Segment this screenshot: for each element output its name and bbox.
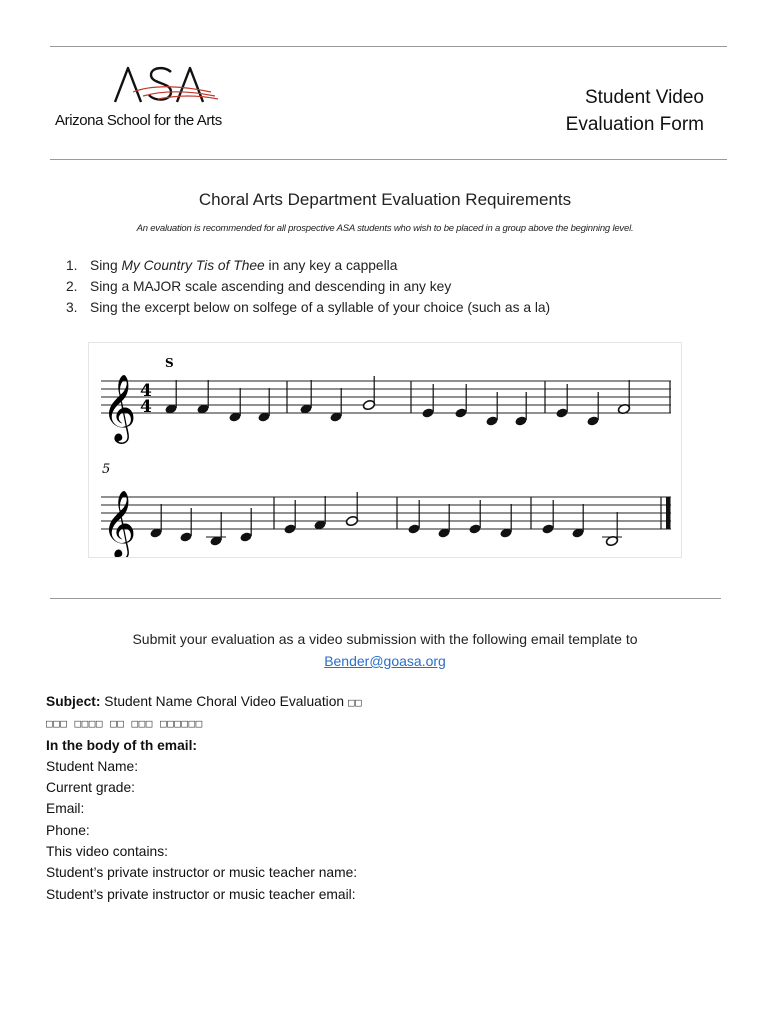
subject-garbled-line: □□□ □□□□ □□ □□□ □□□□□□ [46, 717, 203, 731]
requirement-item [66, 255, 550, 276]
body-label: In the body of th email: [46, 737, 197, 753]
field-video-contents: This video contains: [46, 844, 168, 860]
form-title-line-1: Student Video [584, 87, 704, 108]
field-instructor-email: Student’s private instructor or music teacher email: [46, 886, 356, 902]
music-excerpt [88, 342, 682, 558]
form-title [566, 84, 704, 138]
evaluation-note: An evaluation is recommended for all prospective ASA students who wish to be placed in a group above the beginning level. [136, 223, 634, 234]
field-student-name: Student Name: [46, 758, 139, 774]
time-signature-top: 4 [140, 381, 152, 401]
requirement-item [66, 297, 550, 318]
treble-clef-icon: 𝄞 [102, 489, 137, 557]
subject-label: Subject: [46, 694, 101, 709]
item-number: 1. [66, 258, 78, 273]
section-marker: S [165, 356, 174, 370]
header-bottom-rule [50, 159, 727, 160]
final-barline [666, 497, 671, 529]
asa-logo [55, 62, 255, 137]
music-bottom-rule [50, 598, 721, 599]
sheet-music [89, 343, 681, 557]
field-instructor-name: Student’s private instructor or music teacher name: [46, 865, 358, 881]
subject-garbled: □□ [347, 696, 363, 709]
subject-text: Student Name Choral Video Evaluation [104, 694, 345, 709]
school-name: Arizona School for the Arts [55, 112, 222, 129]
submission-line: Submit your evaluation as a video submission with the following email template to [132, 631, 638, 647]
submission-instructions [0, 628, 770, 672]
item-text: Sing [90, 258, 122, 273]
item-text: in any key a cappella [264, 258, 398, 273]
item-number: 3. [66, 300, 78, 315]
section-heading: Choral Arts Department Evaluation Requirements [198, 190, 572, 209]
time-signature-bottom: 4 [140, 397, 152, 417]
subject-line [46, 691, 362, 713]
requirement-item [66, 276, 550, 297]
field-phone: Phone: [46, 822, 90, 838]
treble-clef-icon: 𝄞 [102, 373, 137, 441]
requirements-list [66, 255, 550, 318]
item-text: Sing the excerpt below on solfege of a syllable of your choice (such as a la) [90, 300, 551, 315]
form-title-line-2: Evaluation Form [565, 114, 704, 135]
email-template [46, 691, 362, 905]
item-text: Sing a MAJOR scale ascending and descending in any key [90, 279, 452, 294]
email-link[interactable]: Bender@goasa.org [324, 653, 446, 669]
field-email: Email: [46, 801, 85, 817]
field-current-grade: Current grade: [46, 780, 135, 796]
asa-logo-mark [113, 62, 253, 108]
top-rule [50, 46, 727, 47]
measure-number: 5 [102, 462, 111, 477]
item-number: 2. [66, 279, 78, 294]
song-title: My Country Tis of Thee [121, 258, 265, 273]
